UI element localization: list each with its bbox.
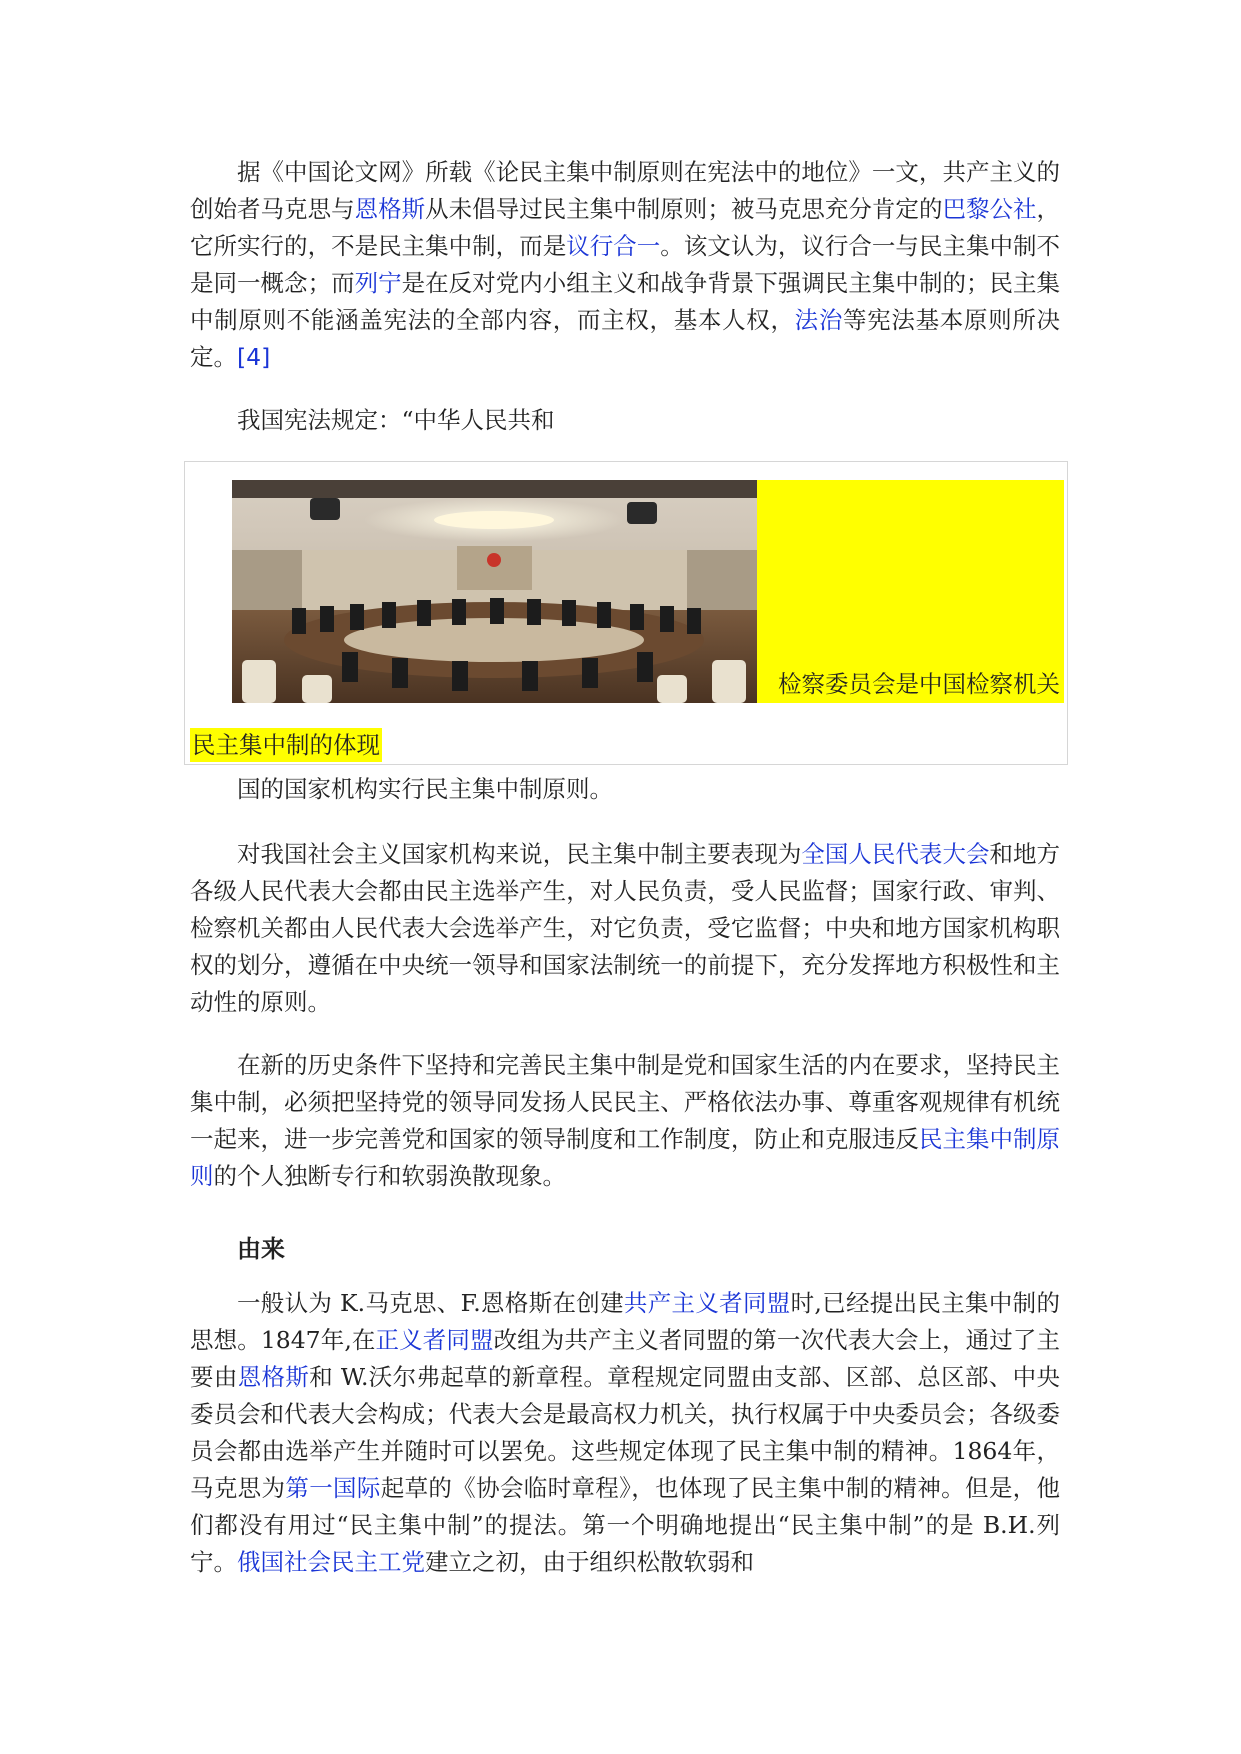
link-paris-commune[interactable]: 巴黎公社 — [942, 195, 1037, 223]
text-span: 一般认为 K.马克思、F.恩格斯在创建 — [237, 1289, 624, 1317]
link-rsdlp[interactable]: 俄国社会民主工党 — [237, 1548, 425, 1576]
link-yixing-heyi[interactable]: 议行合一 — [566, 232, 661, 260]
text-span: 起草的《协会临时章程》，也体现了民主集中制的精神。但是，他们都没有用过“民主集中制”的提法。第一个明确地提出“民主集中制”的是 В.И.列宁。 — [190, 1474, 1061, 1576]
link-rule-of-law[interactable]: 法治 — [794, 306, 844, 334]
text-span: 据《中国论文网》所载《论民主集中制原则在宪法中的地位》一文，共产主义的创始者马克思与 — [190, 158, 1060, 223]
paragraph-2 — [190, 402, 1060, 439]
caption-line-2: 民主集中制的体现 — [190, 728, 382, 762]
text-span: 和 W.沃尔弗起草的新章程。章程规定同盟由支部、区部、总区部、中央委员会和代表大会构成；代表大会是最高权力机关，执行权属于中央委员会；各级委员会都由选举产生并随时可以罢免。这些规定体现了民主集中制的精神。1864年，马克思为 — [190, 1363, 1060, 1502]
caption-highlight — [757, 480, 1064, 703]
link-npc[interactable]: 全国人民代表大会 — [801, 840, 990, 868]
section-heading: 由来 — [237, 1235, 285, 1263]
caption-line-1: 检察委员会是中国检察机关 — [778, 670, 1060, 698]
link-first-international[interactable]: 第一国际 — [285, 1474, 381, 1502]
text-span: 的个人独断专行和软弱涣散现象。 — [213, 1162, 566, 1190]
paragraph-3-text: 国的国家机构实行民主集中制原则。 — [237, 775, 613, 803]
citation-link[interactable]: [4] — [237, 343, 271, 371]
paragraph-1 — [190, 154, 1060, 376]
text-span: 等宪法基本原则所决定。 — [190, 306, 1061, 371]
text-span: 和地方各级人民代表大会都由民主选举产生，对人民负责，受人民监督；国家行政、审判、检察机关都由人民代表大会选举产生，对它负责，受它监督；中央和地方国家机构职权的划分，遵循在中央统一领导和国家法制统一的前提下，充分发挥地方积极性和主动性的原则。 — [190, 840, 1061, 1016]
link-democratic-centralism[interactable]: 民主集中制原则 — [190, 1125, 1061, 1190]
paragraph-2-text: 我国宪法规定：“中华人民共和 — [237, 406, 555, 434]
link-engels[interactable]: 恩格斯 — [354, 195, 426, 223]
text-span: 改组为共产主义者同盟的第一次代表大会上，通过了主要由 — [190, 1326, 1061, 1391]
text-span: 是在反对党内小组主义和战争背景下强调民主集中制的；民主集中制原则不能涵盖宪法的全部内容，而主权，基本人权， — [190, 269, 1061, 334]
paragraph-5 — [190, 1047, 1060, 1195]
text-span: ，它所实行的，不是民主集中制，而是 — [190, 195, 1061, 260]
link-communist-league[interactable]: 共产主义者同盟 — [623, 1289, 791, 1317]
link-league-of-the-just[interactable]: 正义者同盟 — [375, 1326, 494, 1354]
meeting-photo — [232, 480, 757, 703]
link-lenin[interactable]: 列宁 — [354, 269, 402, 297]
text-span: 从未倡导过民主集中制原则；被马克思充分肯定的 — [425, 195, 943, 223]
text-span: 对我国社会主义国家机构来说，民主集中制主要表现为 — [237, 840, 802, 868]
text-span: 时,已经提出民主集中制的思想。1847年,在 — [190, 1289, 1060, 1354]
paragraph-3 — [190, 771, 1060, 808]
text-span: 在新的历史条件下坚持和完善民主集中制是党和国家生活的内在要求，坚持民主集中制，必须把坚持党的领导同发扬人民民主、严格依法办事、尊重客观规律有机统一起来，进一步完善党和国家的领导制度和工作制度，防止和克服违反 — [190, 1051, 1060, 1153]
text-span: 。该文认为，议行合一与民主集中制不是同一概念；而 — [190, 232, 1061, 297]
figure-box — [184, 461, 1068, 765]
link-engels-2[interactable]: 恩格斯 — [237, 1363, 310, 1391]
text-span: 建立之初，由于组织松散软弱和 — [425, 1548, 754, 1576]
paragraph-4 — [190, 836, 1060, 1021]
paragraph-6 — [190, 1285, 1060, 1581]
